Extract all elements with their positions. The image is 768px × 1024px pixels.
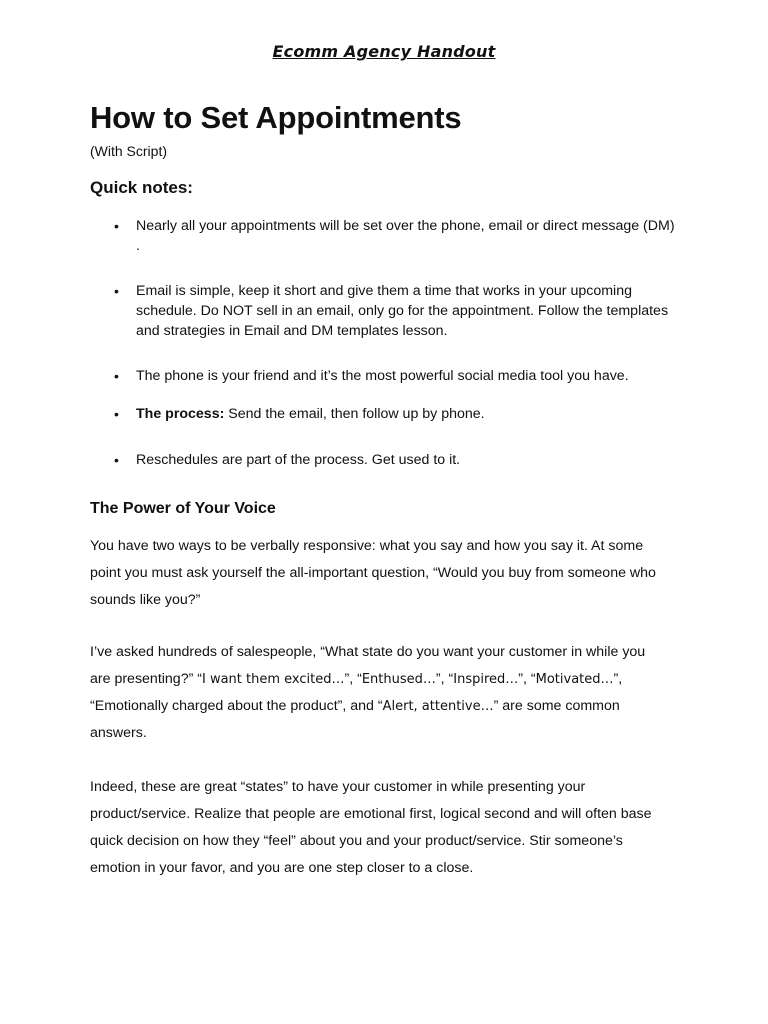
quote-motivated: Motivated…	[535, 672, 614, 687]
quick-notes-heading: Quick notes:	[90, 178, 193, 197]
bullet-icon: •	[114, 452, 119, 468]
quote-enthused: Enthused…	[361, 672, 436, 687]
list-item	[114, 404, 676, 424]
list-item-text: Email is simple, keep it short and give them a time that works in your upcoming schedule. Do NOT sell in an email, only go for the appointment. Follow the templates and strategies in Email and DM templates lesson.	[136, 283, 669, 339]
list-item	[114, 216, 676, 256]
quote-excited: I want them excited…	[201, 672, 345, 687]
list-item-bold-label: The process:	[136, 406, 225, 422]
list-item-text: Reschedules are part of the process. Get used to it.	[136, 452, 461, 468]
section-heading: The Power of Your Voice	[90, 500, 276, 517]
handout-header: Ecomm Agency Handout	[272, 42, 496, 61]
list-item-text: Send the email, then follow up by phone.	[224, 406, 485, 422]
quote-inspired: Inspired…	[453, 672, 519, 687]
paragraph-voice-intro: You have two ways to be verbally responsive: what you say and how you say it. At some point you must ask yourself the all-important question, “Would you buy from someone who sounds like you?”	[90, 538, 656, 608]
paragraph-customer-state: I’ve asked hundreds of salespeople, “What state do you want your customer in while you are presenting?” “I want them excited…”, “Enthused…”, “Inspired…”, “Motivated…”, “Emotionally charged about the product”, and “Alert, attentive…” are some common answers.	[90, 644, 646, 741]
list-item-text: Nearly all your appointments will be set over the phone, email or direct message (DM) .	[136, 218, 675, 254]
list-item-text: The phone is your friend and it’s the most powerful social media tool you have.	[136, 368, 629, 384]
quote-alert: Alert, attentive…	[382, 699, 494, 714]
page-subtitle: (With Script)	[90, 143, 167, 159]
bullet-icon: •	[114, 218, 119, 234]
list-item	[114, 366, 676, 386]
paragraph-emotional-states: Indeed, these are great “states” to have your customer in while presenting your product/service. Realize that people are emotional first, logical second and will often base quick decision on how they “feel” about you and your product/service. Stir someone’s emotion in your favor, and you are one step closer to a close.	[90, 779, 652, 876]
bullet-icon: •	[114, 406, 119, 422]
bullet-icon: •	[114, 283, 119, 299]
bullet-icon: •	[114, 368, 119, 384]
list-item	[114, 281, 676, 341]
page-title: How to Set Appointments	[90, 100, 462, 135]
list-item	[114, 450, 676, 470]
